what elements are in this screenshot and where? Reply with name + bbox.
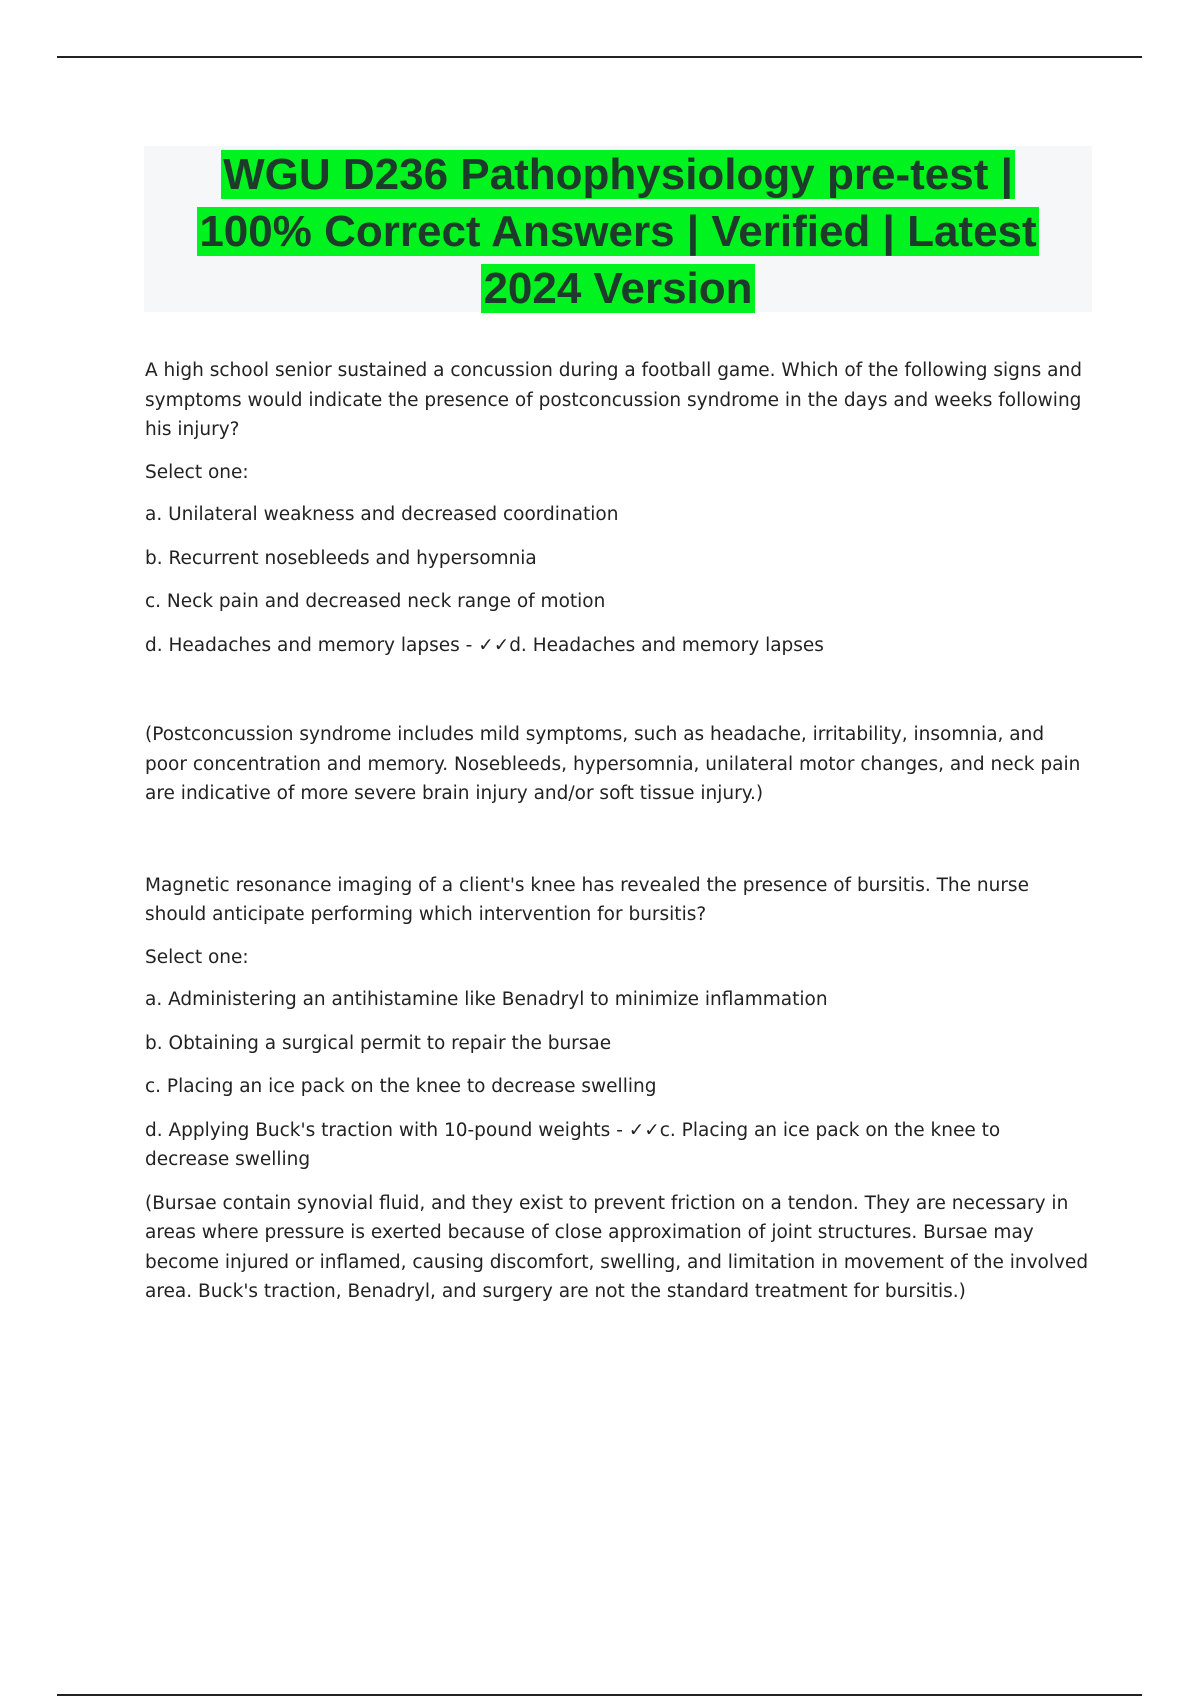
title-line-2: 100% Correct Answers | Verified | Latest [199,207,1037,256]
question-block-2 [145,871,1090,1307]
question-text: Magnetic resonance imaging of a client's knee has revealed the presence of bursitis. The nurse should anticipate performing which intervention for bursitis? [145,874,1029,925]
document-body [145,356,1090,1307]
option-b: b. Obtaining a surgical permit to repair the bursae [145,1032,612,1054]
option-c: c. Placing an ice pack on the knee to decrease swelling [145,1076,657,1097]
answer-explanation: (Bursae contain synovial fluid, and they exist to prevent friction on a tendon. They are necessary in areas where pressure is exerted because of close approximation of joint structures. Bursae may become injured or inflamed, causing discomfort, swelling, and limitation in movement of the involved area. Buck's traction, Benadryl, and surgery are not the standard treatment for bursitis.) [145,1192,1089,1302]
answer-explanation: (Postconcussion syndrome includes mild symptoms, such as headache, irritability, insomnia, and poor concentration and memory. Nosebleeds, hypersomnia, unilateral motor changes, and neck pain are indicative of more severe brain injury and/or soft tissue injury.) [145,724,1081,804]
title-line-1: WGU D236 Pathophysiology pre-test | [223,150,1013,199]
option-d-with-answer: d. Headaches and memory lapses - ✓✓d. Headaches and memory lapses [145,634,824,656]
document-title [144,146,1092,317]
title-block [144,146,1092,312]
select-one-label: Select one: [145,946,249,968]
option-a: a. Unilateral weakness and decreased coordination [145,504,619,525]
question-text: A high school senior sustained a concussion during a football game. Which of the following signs and symptoms would indicate the presence of postconcussion syndrome in the days and weeks following his injury? [145,360,1082,440]
bottom-rule [57,1694,1142,1696]
option-d-with-answer: d. Applying Buck's traction with 10-pound weights - ✓✓c. Placing an ice pack on the knee to decrease swelling [145,1119,1001,1170]
spacer [145,809,1090,871]
option-c: c. Neck pain and decreased neck range of motion [145,591,606,612]
option-a: a. Administering an antihistamine like Benadryl to minimize inflammation [145,989,828,1010]
question-block-1 [145,356,1090,809]
top-rule [57,56,1142,58]
select-one-label: Select one: [145,461,249,483]
option-b: b. Recurrent nosebleeds and hypersomnia [145,547,537,569]
spacer [145,660,1090,720]
title-line-3: 2024 Version [483,264,753,313]
